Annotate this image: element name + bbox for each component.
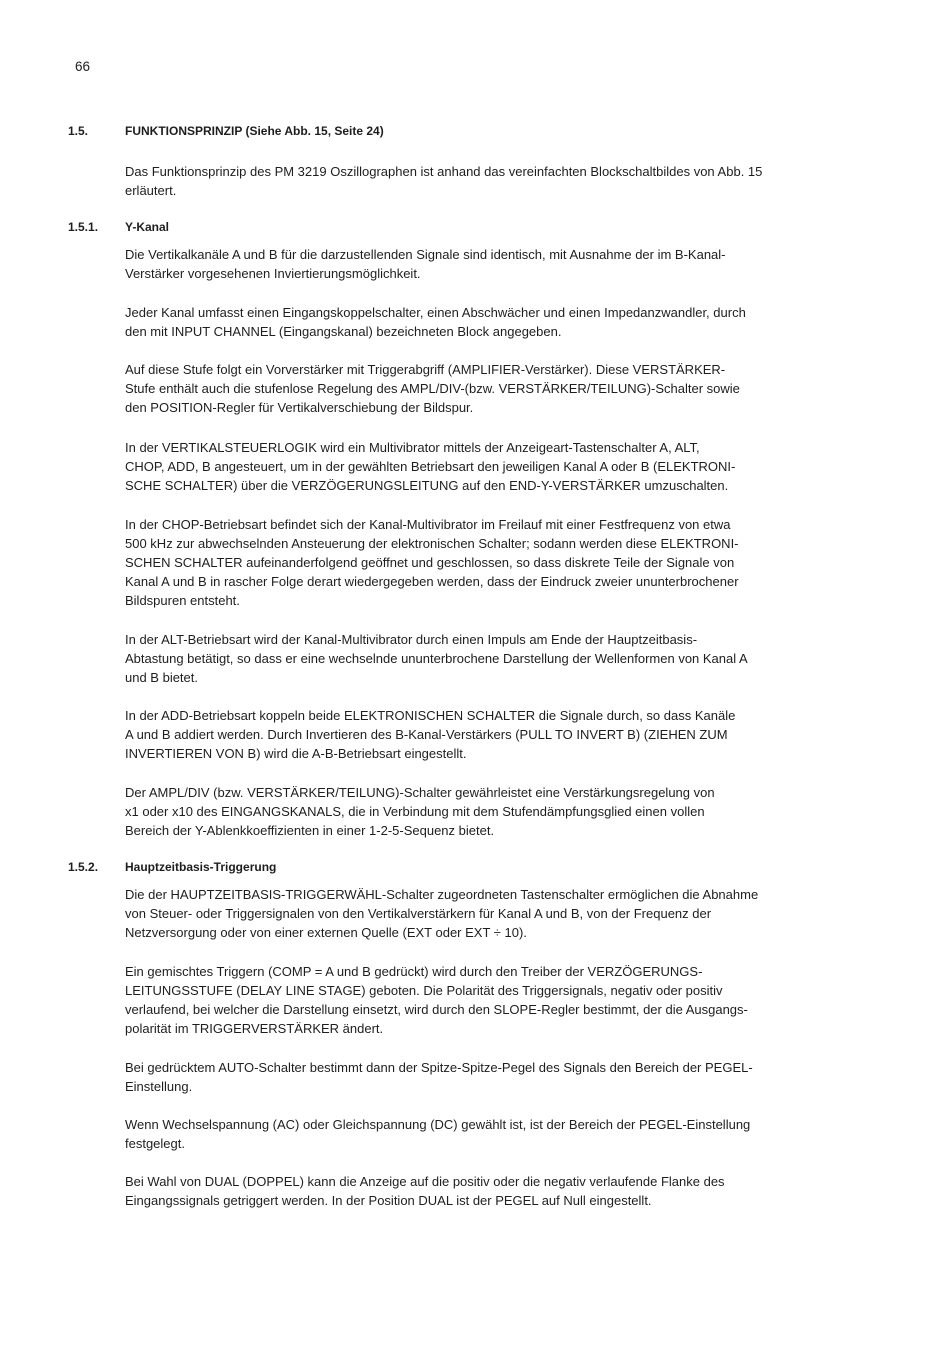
text-line: festgelegt. [125, 1136, 185, 1151]
section-number: 1.5. [68, 124, 89, 138]
text-line: Bildspuren entsteht. [125, 593, 240, 608]
paragraph [125, 438, 850, 495]
paragraph [125, 1058, 850, 1096]
paragraph [125, 360, 850, 417]
text-line: In der VERTIKALSTEUERLOGIK wird ein Multivibrator mittels der Anzeigeart-Tastenschalter A, ALT, [125, 440, 700, 455]
text-line: Netzversorgung oder von einer externen Quelle (EXT oder EXT ÷ 10). [125, 925, 527, 940]
text-line: Bei Wahl von DUAL (DOPPEL) kann die Anzeige auf die positiv oder die negativ verlaufende Flanke des [125, 1174, 725, 1189]
text-line: A und B addiert werden. Durch Invertieren des B-Kanal-Verstärkers (PULL TO INVERT B) (ZIEHEN ZUM [125, 727, 728, 742]
text-line: CHOP, ADD, B angesteuert, um in der gewählten Betriebsart den jeweiligen Kanal A oder B (ELEKTRONI- [125, 459, 736, 474]
text-line: Wenn Wechselspannung (AC) oder Gleichspannung (DC) gewählt ist, ist der Bereich der PEGEL-Einstellung [125, 1117, 751, 1132]
text-line: INVERTIEREN VON B) wird die A-B-Betriebsart eingestellt. [125, 746, 467, 761]
text-line: Das Funktionsprinzip des PM 3219 Oszillographen ist anhand das vereinfachten Blockschaltbildes von Abb. 15 [125, 164, 763, 179]
text-line: SCHEN SCHALTER aufeinanderfolgend geöffnet und geschlossen, so dass diskrete Teile der Signale von [125, 555, 735, 570]
text-line: polarität im TRIGGERVERSTÄRKER ändert. [125, 1021, 384, 1036]
text-line: verlaufend, bei welcher die Darstellung einsetzt, wird durch den SLOPE-Regler bestimmt, der die Ausgangs- [125, 1002, 748, 1017]
text-line: Kanal A und B in rascher Folge derart wiedergegeben werden, dass der Eindruck zweier ununterbrochener [125, 574, 739, 589]
text-line: Der AMPL/DIV (bzw. VERSTÄRKER/TEILUNG)-Schalter gewährleistet eine Verstärkungsregelung von [125, 785, 715, 800]
text-line: den POSITION-Regler für Vertikalverschiebung der Bildspur. [125, 400, 474, 415]
paragraph [125, 630, 850, 687]
text-line: LEITUNGSSTUFE (DELAY LINE STAGE) geboten. Die Polarität des Triggersignals, negativ oder positiv [125, 983, 723, 998]
paragraph [125, 783, 850, 840]
paragraph [125, 245, 850, 283]
text-line: Jeder Kanal umfasst einen Eingangskoppelschalter, einen Abschwächer und einen Impedanzwandler, durch [125, 305, 746, 320]
text-line: Stufe enthält auch die stufenlose Regelung des AMPL/DIV-(bzw. VERSTÄRKER/TEILUNG)-Schalter sowie [125, 381, 740, 396]
paragraph [125, 962, 850, 1038]
paragraph [125, 1172, 850, 1210]
section-heading: Hauptzeitbasis-Triggerung [125, 860, 277, 874]
section-number: 1.5.2. [68, 860, 99, 874]
text-line: Die der HAUPTZEITBASIS-TRIGGERWÄHL-Schalter zugeordneten Tastenschalter ermöglichen die Abnahme [125, 887, 759, 902]
text-line: In der CHOP-Betriebsart befindet sich der Kanal-Multivibrator im Freilauf mit einer Festfrequenz von etwa [125, 517, 731, 532]
paragraph [125, 706, 850, 763]
paragraph [125, 885, 850, 942]
section-number: 1.5.1. [68, 220, 99, 234]
text-line: den mit INPUT CHANNEL (Eingangskanal) bezeichneten Block angegeben. [125, 324, 562, 339]
text-line: erläutert. [125, 183, 177, 198]
text-line: Bei gedrücktem AUTO-Schalter bestimmt dann der Spitze-Spitze-Pegel des Signals den Bereich der PEGEL- [125, 1060, 753, 1075]
paragraph [125, 515, 850, 610]
section-heading: Y-Kanal [125, 220, 170, 234]
text-line: Auf diese Stufe folgt ein Vorverstärker mit Triggerabgriff (AMPLIFIER-Verstärker). Diese VERSTÄRKER- [125, 362, 726, 377]
text-line: und B bietet. [125, 670, 198, 685]
text-line: Ein gemischtes Triggern (COMP = A und B gedrückt) wird durch den Treiber der VERZÖGERUNGS- [125, 964, 703, 979]
paragraph [125, 162, 850, 200]
text-line: Abtastung betätigt, so dass er eine wechselnde ununterbrochene Darstellung der Wellenformen von Kanal A [125, 651, 748, 666]
text-line: x1 oder x10 des EINGANGSKANALS, die in Verbindung mit dem Stufendämpfungsglied einen vollen [125, 804, 705, 819]
text-line: Verstärker vorgesehenen Inviertierungsmöglichkeit. [125, 266, 421, 281]
text-line: In der ADD-Betriebsart koppeln beide ELEKTRONISCHEN SCHALTER die Signale durch, so dass Kanäle [125, 708, 736, 723]
paragraph [125, 1115, 850, 1153]
text-line: Bereich der Y-Ablenkkoeffizienten in einer 1-2-5-Sequenz bietet. [125, 823, 495, 838]
text-line: von Steuer- oder Triggersignalen von den Vertikalverstärkern für Kanal A und B, von der Frequenz der [125, 906, 712, 921]
text-line: Eingangssignals getriggert werden. In der Position DUAL ist der PEGEL auf Null eingestellt. [125, 1193, 652, 1208]
text-line: Die Vertikalkanäle A und B für die darzustellenden Signale sind identisch, mit Ausnahme der im B-Kanal- [125, 247, 726, 262]
text-line: 500 kHz zur abwechselnden Ansteuerung der elektronischen Schalter; sodann werden diese ELEKTRONI- [125, 536, 739, 551]
section-heading: FUNKTIONSPRINZIP (Siehe Abb. 15, Seite 24) [125, 124, 384, 138]
text-line: Einstellung. [125, 1079, 193, 1094]
text-line: In der ALT-Betriebsart wird der Kanal-Multivibrator durch einen Impuls am Ende der Hauptzeitbasis- [125, 632, 698, 647]
page-number: 66 [75, 59, 91, 74]
text-line: SCHE SCHALTER) über die VERZÖGERUNGSLEITUNG auf den END-Y-VERSTÄRKER umzuschalten. [125, 478, 729, 493]
paragraph [125, 303, 850, 341]
